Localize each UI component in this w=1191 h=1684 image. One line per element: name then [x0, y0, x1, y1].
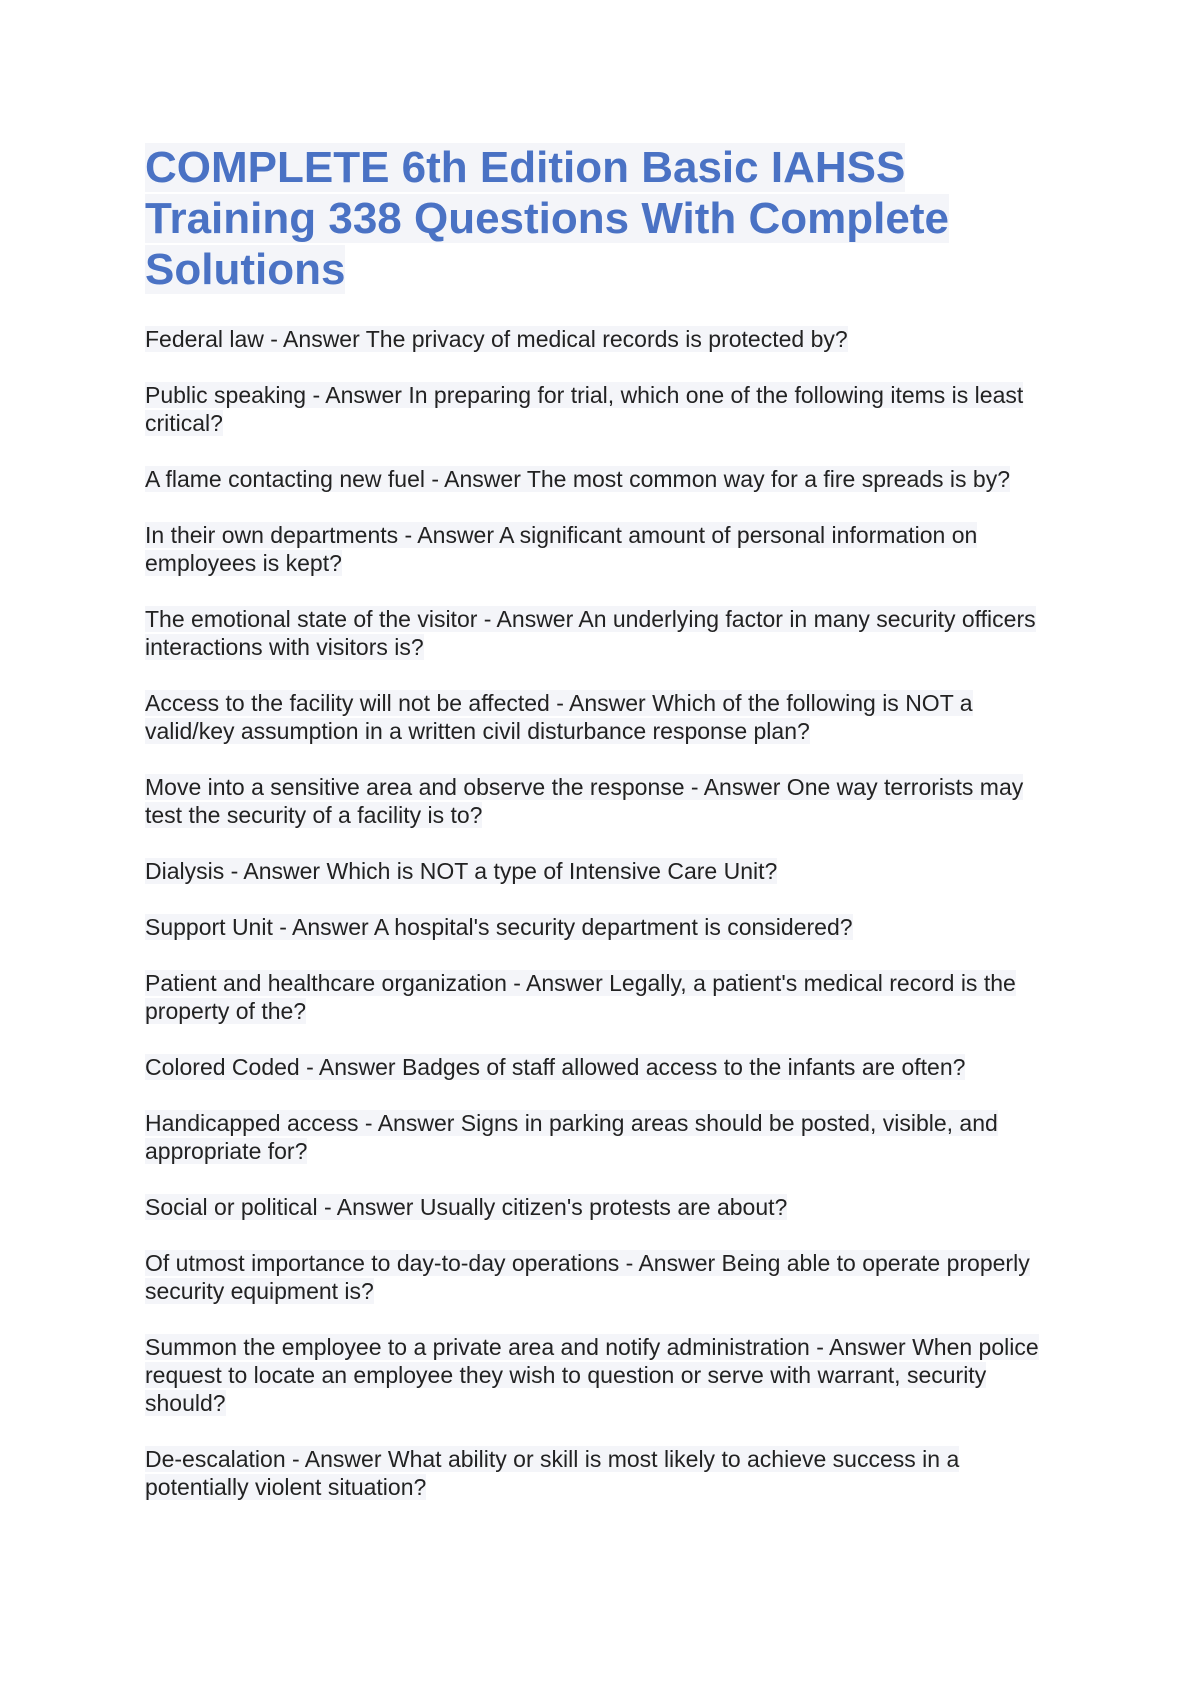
qa-item: Dialysis - Answer Which is NOT a type of Intensive Care Unit? [145, 858, 778, 884]
qa-item: Public speaking - Answer In preparing for trial, which one of the following items is least critical? [145, 382, 1024, 436]
qa-item: The emotional state of the visitor - Answer An underlying factor in many security officers interactions with visitors is? [145, 606, 1036, 660]
document-title-text: COMPLETE 6th Edition Basic IAHSS Training 338 Questions With Complete Solutions [145, 143, 949, 294]
qa-item: Patient and healthcare organization - Answer Legally, a patient's medical record is the property of the? [145, 970, 1016, 1024]
qa-item: In their own departments - Answer A significant amount of personal information on employees is kept? [145, 522, 978, 576]
qa-item: Of utmost importance to day-to-day operations - Answer Being able to operate properly security equipment is? [145, 1250, 1030, 1304]
question-answer-list [145, 325, 1050, 1529]
qa-item: Move into a sensitive area and observe the response - Answer One way terrorists may test the security of a facility is to? [145, 774, 1024, 828]
qa-item: De-escalation - Answer What ability or skill is most likely to achieve success in a potentially violent situation? [145, 1446, 960, 1500]
qa-item: Handicapped access - Answer Signs in parking areas should be posted, visible, and appropriate for? [145, 1110, 998, 1164]
qa-item: Access to the facility will not be affected - Answer Which of the following is NOT a valid/key assumption in a written civil disturbance response plan? [145, 690, 973, 744]
qa-item: Summon the employee to a private area and notify administration - Answer When police request to locate an employee they wish to question or serve with warrant, security should? [145, 1334, 1039, 1416]
document-title [145, 142, 1045, 295]
qa-item: Federal law - Answer The privacy of medical records is protected by? [145, 326, 848, 352]
qa-item: Social or political - Answer Usually citizen's protests are about? [145, 1194, 788, 1220]
qa-item: A flame contacting new fuel - Answer The most common way for a fire spreads is by? [145, 466, 1011, 492]
qa-item: Colored Coded - Answer Badges of staff allowed access to the infants are often? [145, 1054, 966, 1080]
qa-item: Support Unit - Answer A hospital's security department is considered? [145, 914, 853, 940]
